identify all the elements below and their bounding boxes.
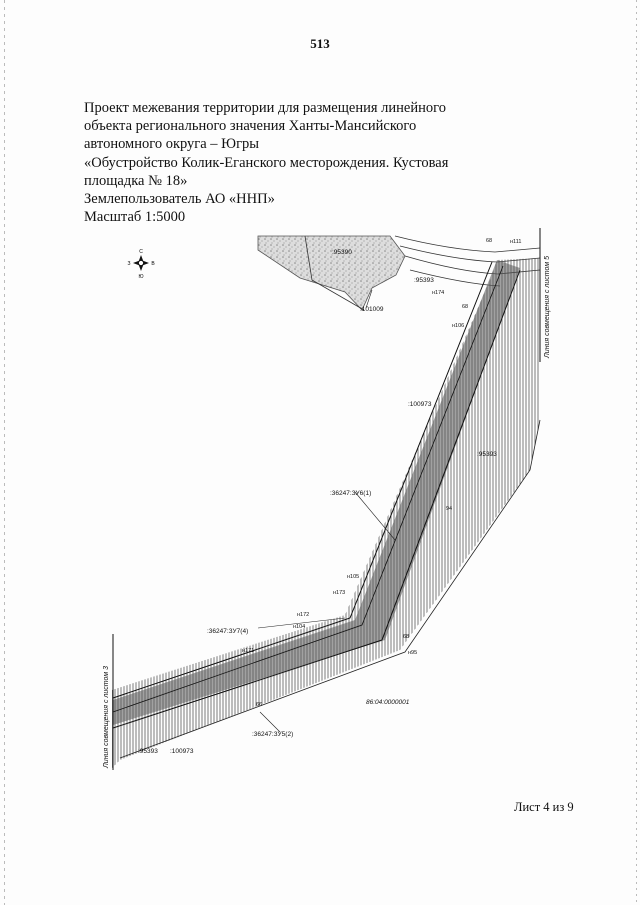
- compass-south-label: Ю: [138, 274, 144, 280]
- match-line-left-label: Линия совмещения с листом 3: [103, 665, 110, 768]
- point-label: 68: [486, 238, 493, 244]
- point-label: н172: [297, 612, 310, 618]
- title-block: [84, 99, 504, 226]
- parcel-label: :95393: [138, 748, 158, 755]
- point-label: н174: [432, 290, 445, 296]
- cadastral-quarter-label: 86:04:0000001: [366, 699, 410, 706]
- parcel-label: :95393: [414, 277, 434, 284]
- title-line: площадка № 18»: [84, 172, 188, 189]
- parcel-label: :36247:ЗУ5(2): [252, 731, 294, 738]
- parcel-label: :100973: [170, 748, 194, 755]
- point-label: н106: [452, 323, 465, 329]
- compass-rose-icon: [127, 249, 155, 280]
- compass-east-label: В: [151, 261, 155, 267]
- sheet-label: Лист 4 из 9: [514, 800, 574, 814]
- compass-north-label: С: [139, 249, 143, 255]
- land-user-line: Землепользователь АО «ННП»: [84, 191, 275, 208]
- parcel-label: :36247:ЗУ7(4): [207, 628, 249, 635]
- point-label: н95: [408, 650, 418, 656]
- compass-west-label: З: [127, 261, 131, 267]
- point-label: 68: [403, 634, 410, 640]
- forest-parcel: [258, 236, 405, 310]
- point-label: н104: [293, 624, 306, 630]
- parcel-label: :100973: [408, 401, 432, 408]
- point-label: н171: [242, 648, 255, 654]
- point-label: 66: [256, 702, 263, 708]
- parcel-label: :36247:ЗУ6(1): [330, 490, 372, 497]
- title-line: Проект межевания территории для размещения линейного: [84, 100, 446, 116]
- match-line-right-label: Линия совмещения с листом 5: [544, 255, 551, 358]
- cadastral-map: [0, 220, 640, 790]
- page-number: 513: [310, 36, 330, 51]
- map-drawing: [0, 220, 640, 790]
- parcel-label: :101009: [360, 306, 384, 313]
- parcel-label: :95393: [477, 451, 497, 458]
- point-label: н173: [333, 590, 346, 596]
- point-label: 94: [446, 506, 453, 512]
- point-label: н105: [347, 574, 360, 580]
- scale-line: Масштаб 1:5000: [84, 209, 186, 226]
- point-label: 68: [462, 304, 469, 310]
- title-line: автономного округа – Югры: [84, 136, 260, 153]
- parcel-label: :95390: [332, 249, 352, 256]
- point-label: н111: [510, 239, 522, 245]
- title-line: «Обустройство Колик-Еганского месторождения. Кустовая: [84, 154, 449, 171]
- title-line: объекта регионального значения Ханты-Мансийского: [84, 118, 417, 135]
